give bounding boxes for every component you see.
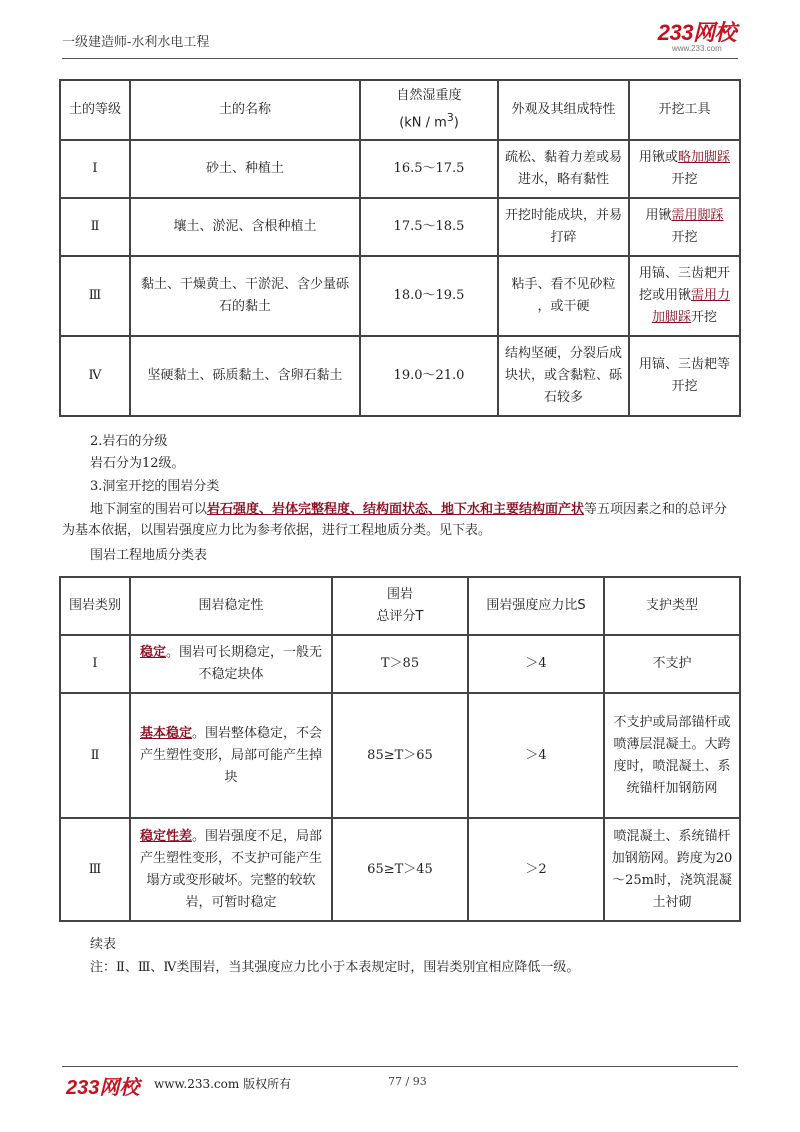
- section-3-title: 3.洞室开挖的围岩分类: [90, 479, 220, 494]
- score-label: 围岩: [386, 587, 413, 602]
- class-cell: Ⅲ: [60, 818, 130, 921]
- score-cell: T＞85: [332, 635, 468, 693]
- section-2-title: 2.岩石的分级: [90, 434, 168, 449]
- tool-text: 用锹或: [638, 150, 678, 165]
- tool-cell: 用镐、三齿耙等开挖: [629, 336, 740, 416]
- soil-grade-table: [59, 79, 741, 417]
- support-cell: 喷混凝土、系统锚杆加钢筋网。跨度为20～25m时，浇筑混凝土衬砌: [604, 818, 740, 921]
- tool-text-end: 开挖: [691, 310, 718, 325]
- grade-cell: Ⅲ: [60, 256, 130, 336]
- name-cell: 坚硬黏土、砾质黏土、含卵石黏土: [130, 336, 360, 416]
- density-unit-close: ): [453, 115, 459, 131]
- density-cell: 19.0～21.0: [360, 336, 498, 416]
- ratio-cell: ＞4: [468, 635, 604, 693]
- table-row: [60, 140, 740, 198]
- table-header-row: [60, 577, 740, 635]
- grade-cell: Ⅳ: [60, 336, 130, 416]
- continued-label: 续表: [90, 937, 117, 952]
- rock-class-table: [59, 576, 741, 922]
- ratio-cell: ＞2: [468, 818, 604, 921]
- name-cell: 砂土、种植土: [130, 140, 360, 198]
- stability-text: 。围岩整体稳定，不会产生塑性变形，局部可能产生掉块: [139, 725, 323, 785]
- support-cell: 不支护或局部锚杆或喷薄层混凝土。大跨度时，喷混凝土、系统锚杆加钢筋网: [604, 693, 740, 818]
- table-row: [60, 635, 740, 693]
- feature-text-end: ，或干硬: [537, 299, 590, 314]
- logo-brand: 233网校: [657, 20, 736, 45]
- tool-text-end: 开挖: [671, 230, 698, 245]
- section-3-paragraph: [62, 499, 738, 541]
- density-unit-exp: 3: [446, 111, 454, 125]
- table-row: [60, 693, 740, 818]
- score-sub: 总评分T: [376, 609, 424, 624]
- density-cell: 17.5～18.5: [360, 198, 498, 256]
- tool-highlight: 需用脚踩: [671, 208, 724, 223]
- logo-url: www.233.com: [671, 44, 722, 53]
- para-text: 地下洞室的围岩可以: [90, 502, 208, 517]
- table-header-row: [60, 80, 740, 140]
- ratio-cell: ＞4: [468, 693, 604, 818]
- class-cell: Ⅰ: [60, 635, 130, 693]
- table-row: [60, 198, 740, 256]
- feature-cell: 结构坚硬，分裂后成块状，或含黏粒、砾石较多: [498, 336, 629, 416]
- name-cell: 壤土、淤泥、含根种植土: [130, 198, 360, 256]
- page-number: 77 / 93: [388, 1075, 427, 1088]
- tool-text-end: 开挖: [671, 172, 698, 187]
- stability-cell: [130, 693, 332, 818]
- tool-text: 用镐、三齿耙开挖或用锹: [638, 266, 730, 303]
- stability-text: 。围岩强度不足，局部产生塑性变形，不支护可能产生塌方或变形破坏。完整的较软岩，可暂时稳定: [139, 828, 323, 910]
- col-feature: 外观及其组成特性: [498, 80, 629, 140]
- support-cell: 不支护: [604, 635, 740, 693]
- tool-highlight: 略加脚踩: [678, 150, 731, 165]
- tool-highlight: 需用力加脚踩: [651, 288, 731, 325]
- tool-cell: [629, 256, 740, 336]
- grade-cell: Ⅱ: [60, 198, 130, 256]
- stability-highlight: 稳定: [139, 645, 166, 660]
- table-caption: 围岩工程地质分类表: [90, 548, 208, 563]
- tool-text: 用锹: [645, 208, 672, 223]
- density-cell: 16.5～17.5: [360, 140, 498, 198]
- tool-cell: [629, 198, 740, 256]
- col-support: 支护类型: [604, 577, 740, 635]
- col-grade: 土的等级: [60, 80, 130, 140]
- stability-highlight: 稳定性差: [139, 828, 192, 844]
- density-label: 自然湿重度: [396, 88, 462, 104]
- footer-copyright: www.233.com 版权所有: [154, 1077, 292, 1091]
- stability-cell: [130, 635, 332, 693]
- footer-divider: [62, 1066, 738, 1067]
- col-score: [332, 577, 468, 635]
- density-unit: (kN / m: [399, 115, 447, 131]
- feature-text: 粘手、看不见砂粒: [511, 277, 616, 292]
- header-divider: [62, 58, 738, 59]
- footer-logo[interactable]: 233网校: [66, 1077, 140, 1099]
- density-cell: 18.0～19.5: [360, 256, 498, 336]
- table-row: [60, 256, 740, 336]
- class-cell: Ⅱ: [60, 693, 130, 818]
- grade-cell: Ⅰ: [60, 140, 130, 198]
- stability-cell: [130, 818, 332, 921]
- score-cell: 65≥T＞45: [332, 818, 468, 921]
- stability-text: 。围岩可长期稳定，一般无不稳定块体: [166, 645, 323, 682]
- section-2-text: 岩石分为12级。: [90, 456, 185, 471]
- para-highlight: 岩石强度、岩体完整程度、结构面状态、地下水和主要结构面产状: [207, 502, 585, 517]
- para-text-end: 等五项因素之和的总评分为基本依据，以围岩强度应力比为参考依据，进行工程地质分类。见下表。: [62, 502, 728, 538]
- col-density: [360, 80, 498, 140]
- col-tool: 开挖工具: [629, 80, 740, 140]
- table-row: [60, 818, 740, 921]
- col-stability: 围岩稳定性: [130, 577, 332, 635]
- brand-logo[interactable]: [658, 22, 736, 53]
- header-title: 一级建造师-水利水电工程: [62, 35, 210, 50]
- feature-cell: 开挖时能成块，并易打碎: [498, 198, 629, 256]
- name-cell: 黏土、干燥黄土、干淤泥、含少量砾石的黏土: [130, 256, 360, 336]
- table-note: 注：Ⅱ、Ⅲ、Ⅳ类围岩，当其强度应力比小于本表规定时，围岩类别宜相应降低一级。: [90, 960, 580, 975]
- tool-cell: [629, 140, 740, 198]
- table-row: [60, 336, 740, 416]
- feature-cell: 疏松、黏着力差或易进水，略有黏性: [498, 140, 629, 198]
- stability-highlight: 基本稳定: [139, 725, 192, 741]
- score-cell: 85≥T＞65: [332, 693, 468, 818]
- col-name: 土的名称: [130, 80, 360, 140]
- col-class: 围岩类别: [60, 577, 130, 635]
- feature-cell: [498, 256, 629, 336]
- col-ratio: 围岩强度应力比S: [468, 577, 604, 635]
